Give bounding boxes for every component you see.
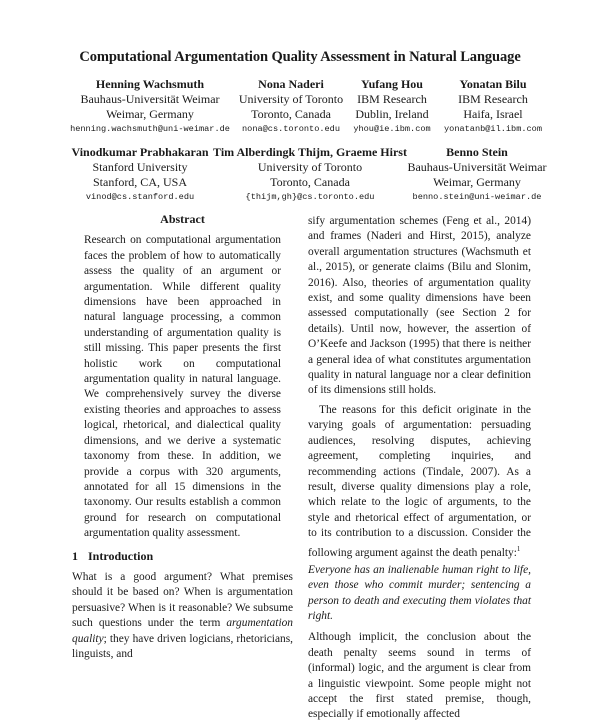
author-email: yonatanb@il.ibm.com xyxy=(444,124,542,134)
author-affiliation: Bauhaus-Universität Weimar xyxy=(80,92,220,106)
example-quote: Everyone has an inalienable human right to life, even those who commit murder; sentencing a person to death and executing them violates that right. xyxy=(308,563,531,622)
intro-paragraph xyxy=(72,570,293,662)
author-affiliation: IBM Research xyxy=(458,92,528,106)
author-name: Henning Wachsmuth xyxy=(95,77,205,91)
author-email: henning.wachsmuth@uni-weimar.de xyxy=(70,124,230,134)
intro-emphasis: argumentation quality xyxy=(72,617,293,645)
footnote-marker: 1 xyxy=(516,544,521,553)
right-column xyxy=(308,214,531,723)
author-location: Dublin, Ireland xyxy=(355,107,429,121)
author-email: yhou@ie.ibm.com xyxy=(353,124,431,134)
body-paragraph: sify argumentation schemes (Feng et al., 2014) and frames (Naderi and Hirst, 2015), analyze overall argumentation structures (Wachsmuth et al., 2015), or generate claims (Bilu and Slonim, 2016). Also, theories of argumentation quality exist, and some quality dimensions have been assessed computationally (see Section 2 for details). Until now, however, the assertion of O’Keefe and Jackson (1995) that there is neither a general idea of what constitutes argumentation quality in natural language nor a clear definition of its dimensions still holds. xyxy=(308,215,531,397)
left-column xyxy=(72,212,293,662)
section-number: 1 xyxy=(72,548,78,563)
author-location: Weimar, Germany xyxy=(433,175,521,189)
intro-text: What is a good argument? What premises should it be based on? When is argumentation persuasive? When is it reasonable? We subsume such questions under the term xyxy=(72,570,293,630)
body-paragraph-text: The reasons for this deficit originate in the varying goals of argumentation: persuading audiences, resolving disputes, achieving agreement, completing inquiries, and recommending actions (Tindale, 2007). As a result, diverse quality dimensions play a role, which relate to the logic of arguments, to the style and rhetorical effect of argumentation, or to its contribution to a discussion. Consider the following argument against the death penalty: xyxy=(308,403,531,559)
abstract-heading: Abstract xyxy=(160,212,205,226)
author-location: Stanford, CA, USA xyxy=(92,175,187,189)
section-heading xyxy=(72,549,293,564)
paper-title: Computational Argumentation Quality Assessment in Natural Language xyxy=(79,49,521,65)
author-block xyxy=(210,145,410,204)
author-location: Haifa, Israel xyxy=(463,107,523,121)
author-affiliation: IBM Research xyxy=(357,92,427,106)
author-affiliation: Stanford University xyxy=(92,160,188,174)
author-block xyxy=(55,145,225,204)
author-email: {thijm,gh}@cs.toronto.edu xyxy=(245,192,375,202)
body-paragraph: Although implicit, the conclusion about the death penalty seems sound in terms of (informal) logic, and the argument is clear from a linguistic viewpoint. Some people might not accept the first stated premise, though, especially if emotionally affected xyxy=(308,631,531,721)
author-affiliation: Bauhaus-Universität Weimar xyxy=(407,160,547,174)
author-block xyxy=(60,77,240,136)
author-email: nona@cs.toronto.edu xyxy=(242,124,340,134)
author-email: benno.stein@uni-weimar.de xyxy=(412,192,542,202)
body-paragraph xyxy=(308,403,531,561)
abstract-text: Research on computational argumentation faces the problem of how to automatically assess the quality of an argument or argumentation. While different quality dimensions have been approached in natural language processing, a common understanding of argumentation quality is still missing. This paper presents the first holistic work on computational argumentation quality in natural language. We comprehensively survey the diverse existing theories and approaches to assess logical, rhetorical, and dialectical quality dimensions, and we derive a systematic taxonomy from these. In addition, we provide a corpus with 320 arguments, annotated for all 15 dimensions in the taxonomy. Our results establish a common ground for research on computational argumentation quality assessment. xyxy=(84,234,281,540)
author-email: vinod@cs.stanford.edu xyxy=(85,192,195,202)
author-affiliation: University of Toronto xyxy=(257,160,363,174)
author-block xyxy=(392,145,562,204)
author-name: Benno Stein xyxy=(446,145,508,159)
author-name: Nona Naderi xyxy=(258,77,324,91)
author-name: Yonatan Bilu xyxy=(459,77,527,91)
author-name: Tim Alberdingk Thijm, Graeme Hirst xyxy=(213,145,407,159)
author-name: Vinodkumar Prabhakaran xyxy=(71,145,209,159)
author-name: Yufang Hou xyxy=(361,77,423,91)
intro-text-continued: ; they have driven logicians, rhetoricians, linguists, and xyxy=(72,632,293,660)
author-location: Weimar, Germany xyxy=(106,107,194,121)
author-block xyxy=(433,77,553,136)
author-block xyxy=(337,77,447,136)
author-location: Toronto, Canada xyxy=(270,175,350,189)
author-location: Toronto, Canada xyxy=(251,107,331,121)
author-affiliation: University of Toronto xyxy=(238,92,344,106)
section-title: Introduction xyxy=(88,548,154,563)
